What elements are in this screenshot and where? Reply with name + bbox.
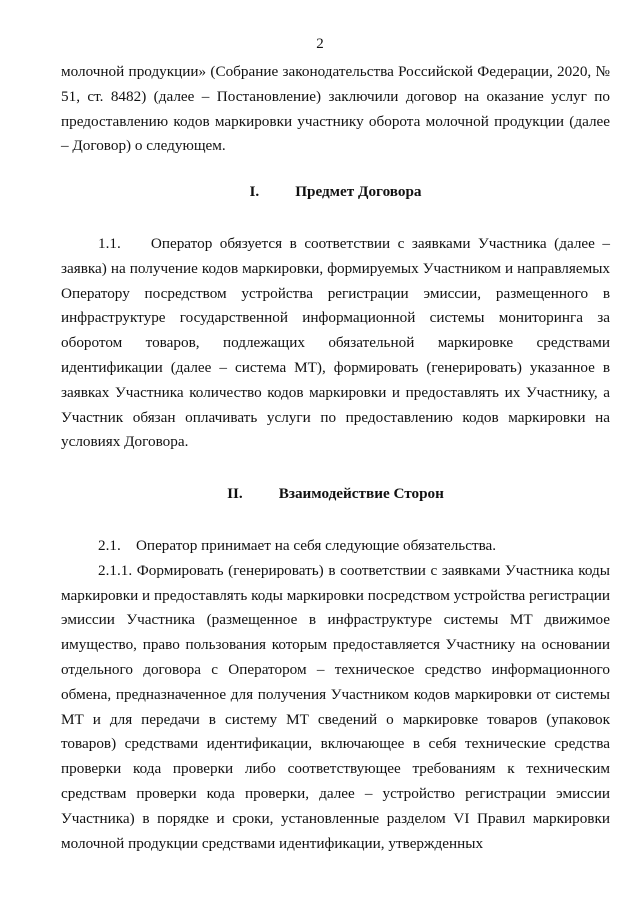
section-1-number: I.	[249, 183, 260, 201]
section-2-heading	[61, 482, 610, 507]
intro-paragraph: молочной продукции» (Собрание законодательства Российской Федерации, 2020, № 51, ст. 8482) (далее – Постановление) заключили договор на оказание услуг по предоставлению кодов маркировки участнику оборота молочной продукции (далее – Договор) о следующем.	[61, 63, 610, 155]
section-2-number: II.	[227, 485, 243, 503]
clause-1-1: 1.1. Оператор обязуется в соответствии с заявками Участника (далее – заявка) на получение кодов маркировки, формируемых Участником и направляемых Оператору посредством устройства регистрации эмиссии, размещенного в инфраструктуре государственной информационной системы мониторинга за оборотом товаров, подлежащих обязательной маркировке средствами идентификации (далее – система МТ), формировать (генерировать) указанное в заявках Участника количество кодов маркировки и предоставлять их Участнику, а Участник обязан оплачивать услуги по предоставлению кодов маркировки на условиях Договора.	[61, 234, 614, 451]
section-1-heading	[61, 180, 610, 205]
clause-2-1: 2.1. Оператор принимает на себя следующие обязательства.	[98, 536, 497, 554]
clause-2-1-1: 2.1.1. Формировать (генерировать) в соответствии с заявками Участника коды маркировки и предоставлять коды маркировки посредством устройства регистрации эмиссии Участника (размещенное в инфраструктуре системы МТ движимое имущество, право пользования которым предоставляется Участнику на основании отдельного договора с Оператором – техническое средство информационного обмена, предназначенное для получения Участником кодов маркировки от системы МТ и для передачи в систему МТ сведений о маркировке товаров (упаковок товаров) средствами идентификации, включающее в себя технические средства проверки кода проверки либо соответствующее требованиям к техническим средствам проверки кода проверки, далее – устройство регистрации эмиссии Участника) в порядке и сроки, установленные разделом VI Правил маркировки молочной продукции средствами идентификации, утвержденных	[61, 561, 610, 852]
page-number: 2	[316, 36, 324, 52]
section-1-title: Предмет Договора	[295, 183, 422, 201]
document-body	[61, 60, 614, 856]
section-2-title: Взаимодействие Сторон	[278, 485, 444, 503]
